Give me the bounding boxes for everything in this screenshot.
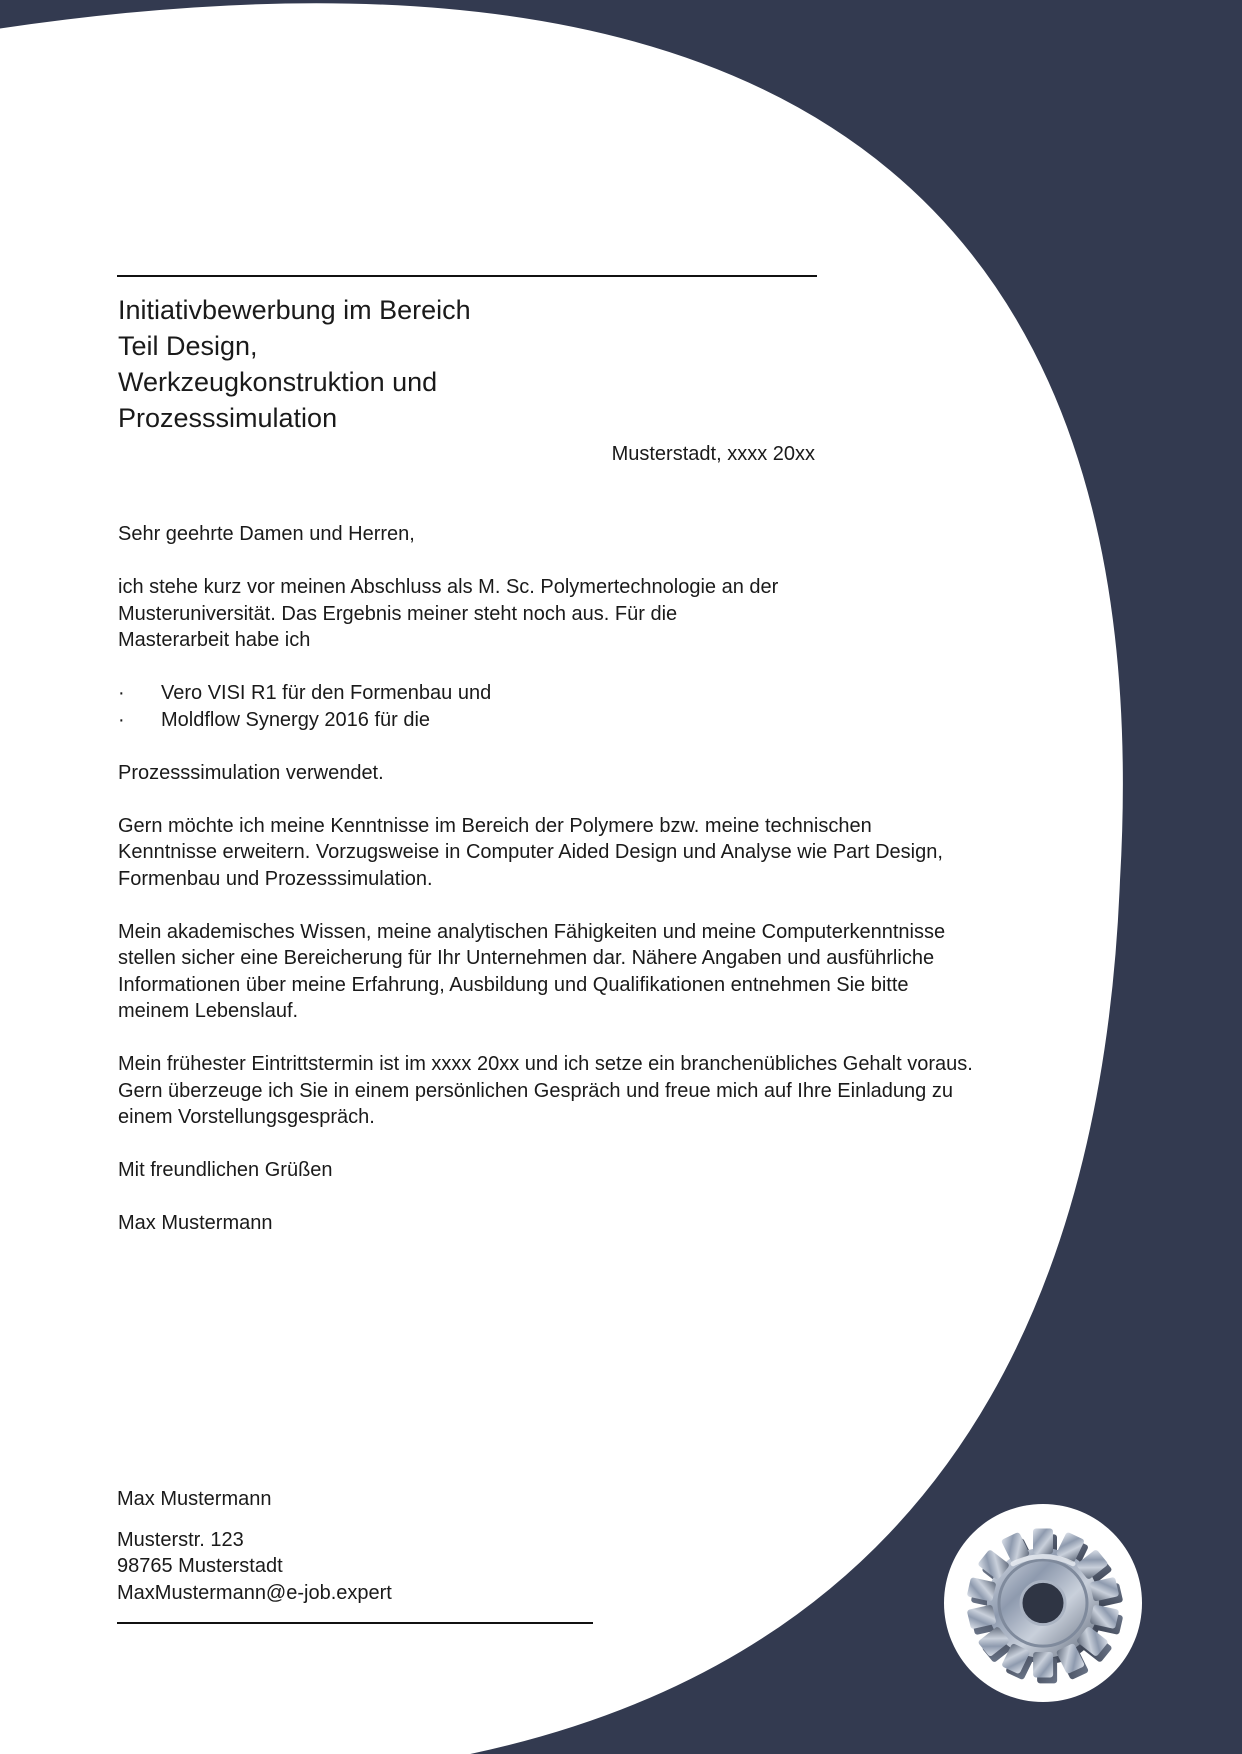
gear-icon: [943, 1503, 1143, 1703]
subject-line: Prozesssimulation: [118, 403, 338, 433]
intro-line: Masterarbeit habe ich: [118, 629, 311, 651]
sender-address: [117, 1486, 392, 1606]
paragraph-line: Kenntnisse erweitern. Vorzugsweise in Computer Aided Design und Analyse wie Part Design,: [118, 841, 943, 863]
bottom-divider: [117, 1622, 593, 1624]
paragraph-line: Formenbau und Prozesssimulation.: [118, 867, 433, 890]
signature-name: Max Mustermann: [118, 1212, 273, 1234]
sender-name: Max Mustermann: [117, 1488, 272, 1510]
bullet-icon: ·: [118, 682, 125, 704]
sender-city: 98765 Musterstadt: [117, 1555, 283, 1577]
list-item: [118, 680, 1078, 707]
subject-line: Teil Design,: [118, 331, 258, 361]
qualification-paragraph: [118, 919, 1078, 1025]
subject-heading: [118, 292, 818, 436]
subject-line: Werkzeugkonstruktion und: [118, 367, 438, 397]
intro-line: Musteruniversität. Das Ergebnis meiner steht noch aus. Für die: [118, 602, 678, 625]
list-item-text: Moldflow Synergy 2016 für die: [161, 708, 431, 731]
paragraph-line: einem Vorstellungsgespräch.: [118, 1106, 375, 1128]
top-divider: [117, 275, 817, 277]
salutation: Sehr geehrte Damen und Herren,: [118, 523, 415, 545]
after-list-text: Prozesssimulation verwendet.: [118, 761, 384, 784]
list-item-text: Vero VISI R1 für den Formenbau und: [161, 682, 492, 704]
paragraph-line: stellen sicher eine Bereicherung für Ihr Unternehmen dar. Nähere Angaben und ausführliche: [118, 947, 935, 969]
sender-email: MaxMustermann@e-job.expert: [117, 1581, 392, 1604]
closing: Mit freundlichen Grüßen: [118, 1159, 333, 1181]
intro-line: ich stehe kurz vor meinen Abschluss als M. Sc. Polymertechnologie an der: [118, 576, 779, 598]
software-list: [118, 680, 1078, 733]
list-item: [118, 707, 1078, 734]
paragraph-line: Mein frühester Eintrittstermin ist im xxxx 20xx und ich setze ein branchenübliches Gehalt voraus.: [118, 1053, 973, 1075]
place-date: Musterstadt, xxxx 20xx: [611, 443, 815, 465]
intro-paragraph: [118, 574, 1078, 654]
paragraph-line: Mein akademisches Wissen, meine analytischen Fähigkeiten und meine Computerkenntnisse: [118, 920, 946, 943]
bullet-icon: ·: [118, 708, 125, 731]
skills-paragraph: [118, 813, 1078, 893]
sender-street: Musterstr. 123: [117, 1528, 244, 1551]
availability-paragraph: [118, 1051, 1078, 1131]
paragraph-line: Gern überzeuge ich Sie in einem persönlichen Gespräch und freue mich auf Ihre Einladung zu: [118, 1079, 953, 1102]
paragraph-line: Gern möchte ich meine Kenntnisse im Bereich der Polymere bzw. meine technischen: [118, 814, 872, 837]
paragraph-line: meinem Lebenslauf.: [118, 1000, 299, 1022]
letter-body: [118, 521, 1078, 1263]
paragraph-line: Informationen über meine Erfahrung, Ausbildung und Qualifikationen entnehmen Sie bitte: [118, 973, 909, 996]
subject-line: Initiativbewerbung im Bereich: [118, 295, 471, 325]
